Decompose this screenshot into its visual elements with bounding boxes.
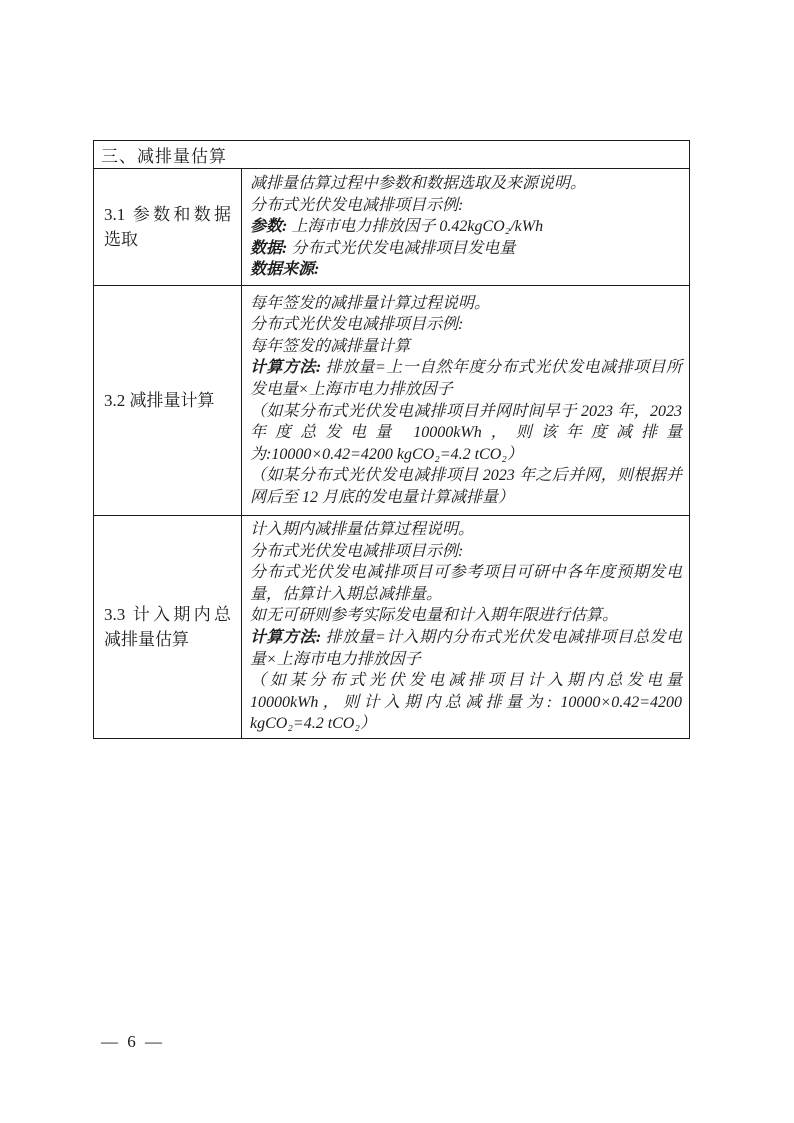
row-content — [242, 286, 690, 516]
paragraph-text: 排放量=上一自然年度分布式光伏发电减排项目所发电量×上海市电力排放因子 — [250, 359, 682, 398]
emission-estimation-table-body — [94, 141, 690, 739]
paragraph-text: 分布式光伏发电减排项目发电量 — [287, 239, 516, 257]
paragraph — [250, 314, 682, 336]
paragraph-text: 如无可研则参考实际发电量和计入期年限进行估算。 — [250, 607, 619, 625]
paragraph — [250, 336, 682, 358]
row-content — [242, 169, 690, 286]
paragraph-text: 减排量估算过程中参数和数据选取及来源说明。 — [250, 175, 587, 193]
paragraph-bold-label: 参数: — [250, 218, 288, 236]
table-header-row — [94, 141, 690, 169]
paragraph — [250, 519, 682, 541]
paragraph-bold-label: 数据来源: — [250, 261, 320, 279]
paragraph — [250, 465, 682, 508]
paragraph-text: 每年签发的减排量计算过程说明。 — [250, 294, 491, 312]
paragraph-text: （如某分布式光伏发电减排项目计入期内总发电量 10000kWh，则计入期内总减排量为: 10000×0.42=4200 kgCO₂=4.2 tCO₂） — [250, 672, 682, 733]
paragraph-text: 分布式光伏发电减排项目示例: — [250, 316, 464, 334]
paragraph — [250, 541, 682, 563]
paragraph-text: （如某分布式光伏发电减排项目并网时间早于 2023 年，2023 年度总发电量 10000kWh，则该年度减排量为:10000×0.42=4200 kgCO₂=4.2 tCO₂） — [250, 402, 682, 463]
paragraph — [250, 401, 682, 466]
paragraph-text: 分布式光伏发电减排项目示例: — [250, 542, 464, 560]
paragraph-bold-label: 计算方法: — [250, 628, 322, 646]
emission-estimation-table — [93, 140, 690, 739]
row-content — [242, 516, 690, 739]
paragraph — [250, 195, 682, 217]
paragraph-text: 排放量=计入期内分布式光伏发电减排项目总发电量×上海市电力排放因子 — [250, 628, 682, 668]
row-label: 3.1 参数和数据选取 — [94, 169, 242, 286]
paragraph-text: （如某分布式光伏发电减排项目 2023 年之后并网，则根据并网后至 12 月底的发电量计算减排量） — [250, 467, 682, 506]
paragraph-text: 分布式光伏发电减排项目示例: — [250, 196, 464, 214]
paragraph — [250, 670, 682, 735]
row-label: 3.2 减排量计算 — [94, 286, 242, 516]
table-row — [94, 516, 690, 739]
paragraph — [250, 173, 682, 195]
table-row — [94, 286, 690, 516]
table-row — [94, 169, 690, 286]
paragraph-bold-label: 计算方法: — [250, 359, 322, 377]
paragraph — [250, 627, 682, 670]
paragraph-text: 上海市电力排放因子 0.42kgCO₂/kWh — [287, 218, 544, 236]
paragraph — [250, 357, 682, 400]
paragraph-text: 计入期内减排量估算过程说明。 — [250, 521, 475, 538]
table-title: 三、减排量估算 — [94, 141, 690, 169]
paragraph — [250, 259, 682, 281]
paragraph-text: 每年签发的减排量计算 — [250, 337, 411, 355]
paragraph — [250, 238, 682, 260]
footer-page-number: — 6 — — [101, 1032, 165, 1051]
paragraph — [250, 216, 682, 238]
paragraph — [250, 293, 682, 315]
paragraph-text: 分布式光伏发电减排项目可参考项目可研中各年度预期发电量，估算计入期总减排量。 — [250, 564, 682, 603]
paragraph — [250, 562, 682, 605]
paragraph — [250, 605, 682, 627]
row-label: 3.3 计入期内总减排量估算 — [94, 516, 242, 739]
paragraph-bold-label: 数据: — [250, 239, 288, 257]
